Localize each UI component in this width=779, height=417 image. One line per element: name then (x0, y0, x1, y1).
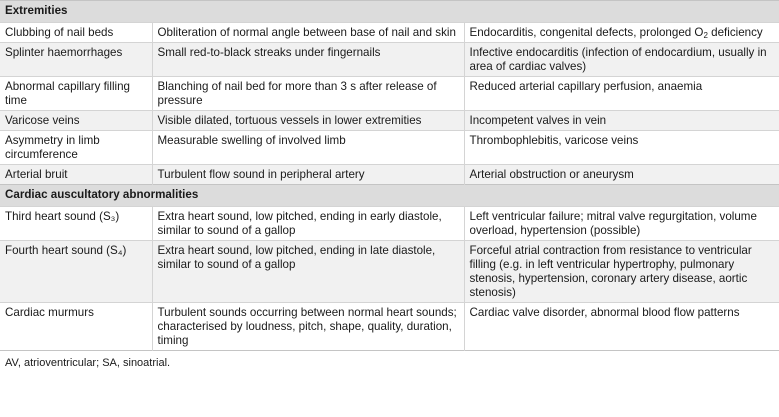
sign-cell: Cardiac murmurs (0, 303, 152, 351)
table-row (0, 241, 779, 303)
table-row (0, 207, 779, 241)
cause-cell: Forceful atrial contraction from resistance to ventricular filling (e.g. in left ventricular hypertrophy, pulmonary stenosis, hypertension, coronary artery disease, aortic stenosis) (464, 241, 779, 303)
description-cell: Small red-to-black streaks under fingernails (152, 43, 464, 77)
description-cell: Blanching of nail bed for more than 3 s after release of pressure (152, 77, 464, 111)
description-cell: Extra heart sound, low pitched, ending in late diastole, similar to sound of a gallop (152, 241, 464, 303)
cause-cell (464, 23, 779, 43)
cause-cell: Thrombophlebitis, varicose veins (464, 131, 779, 165)
cause-cell: Infective endocarditis (infection of endocardium, usually in area of cardiac valves) (464, 43, 779, 77)
sign-cell: Arterial bruit (0, 165, 152, 185)
cause-cell: Arterial obstruction or aneurysm (464, 165, 779, 185)
sign-cell: Third heart sound (S₃) (0, 207, 152, 241)
section-header-cardiac-auscultatory (0, 185, 779, 207)
table-row (0, 131, 779, 165)
section-title: Extremities (0, 1, 779, 23)
sign-cell: Clubbing of nail beds (0, 23, 152, 43)
description-cell: Visible dilated, tortuous vessels in lower extremities (152, 111, 464, 131)
sign-cell: Varicose veins (0, 111, 152, 131)
cause-cell: Reduced arterial capillary perfusion, anaemia (464, 77, 779, 111)
table-footnote: AV, atrioventricular; SA, sinoatrial. (0, 351, 779, 373)
table-row (0, 165, 779, 185)
table-footnote-row (0, 351, 779, 373)
description-cell: Measurable swelling of involved limb (152, 131, 464, 165)
cause-cell: Incompetent valves in vein (464, 111, 779, 131)
table-row (0, 43, 779, 77)
cause-cell: Left ventricular failure; mitral valve regurgitation, volume overload, hypertension (possible) (464, 207, 779, 241)
sign-cell: Fourth heart sound (S₄) (0, 241, 152, 303)
table-row (0, 303, 779, 351)
description-cell: Extra heart sound, low pitched, ending in early diastole, similar to sound of a gallop (152, 207, 464, 241)
cause-subscript: 2 (703, 31, 708, 40)
cause-text-tail: deficiency (707, 26, 763, 39)
sign-cell: Asymmetry in limb circumference (0, 131, 152, 165)
sign-cell: Splinter haemorrhages (0, 43, 152, 77)
description-cell: Turbulent sounds occurring between normal heart sounds; characterised by loudness, pitch, shape, quality, duration, timing (152, 303, 464, 351)
cause-text: Endocarditis, congenital defects, prolonged O (469, 26, 704, 39)
table-row (0, 23, 779, 43)
sign-cell: Abnormal capillary filling time (0, 77, 152, 111)
section-header-extremities (0, 1, 779, 23)
table-row (0, 111, 779, 131)
section-title: Cardiac auscultatory abnormalities (0, 185, 779, 207)
cause-cell: Cardiac valve disorder, abnormal blood flow patterns (464, 303, 779, 351)
table-row (0, 77, 779, 111)
description-cell: Turbulent flow sound in peripheral artery (152, 165, 464, 185)
description-cell: Obliteration of normal angle between base of nail and skin (152, 23, 464, 43)
